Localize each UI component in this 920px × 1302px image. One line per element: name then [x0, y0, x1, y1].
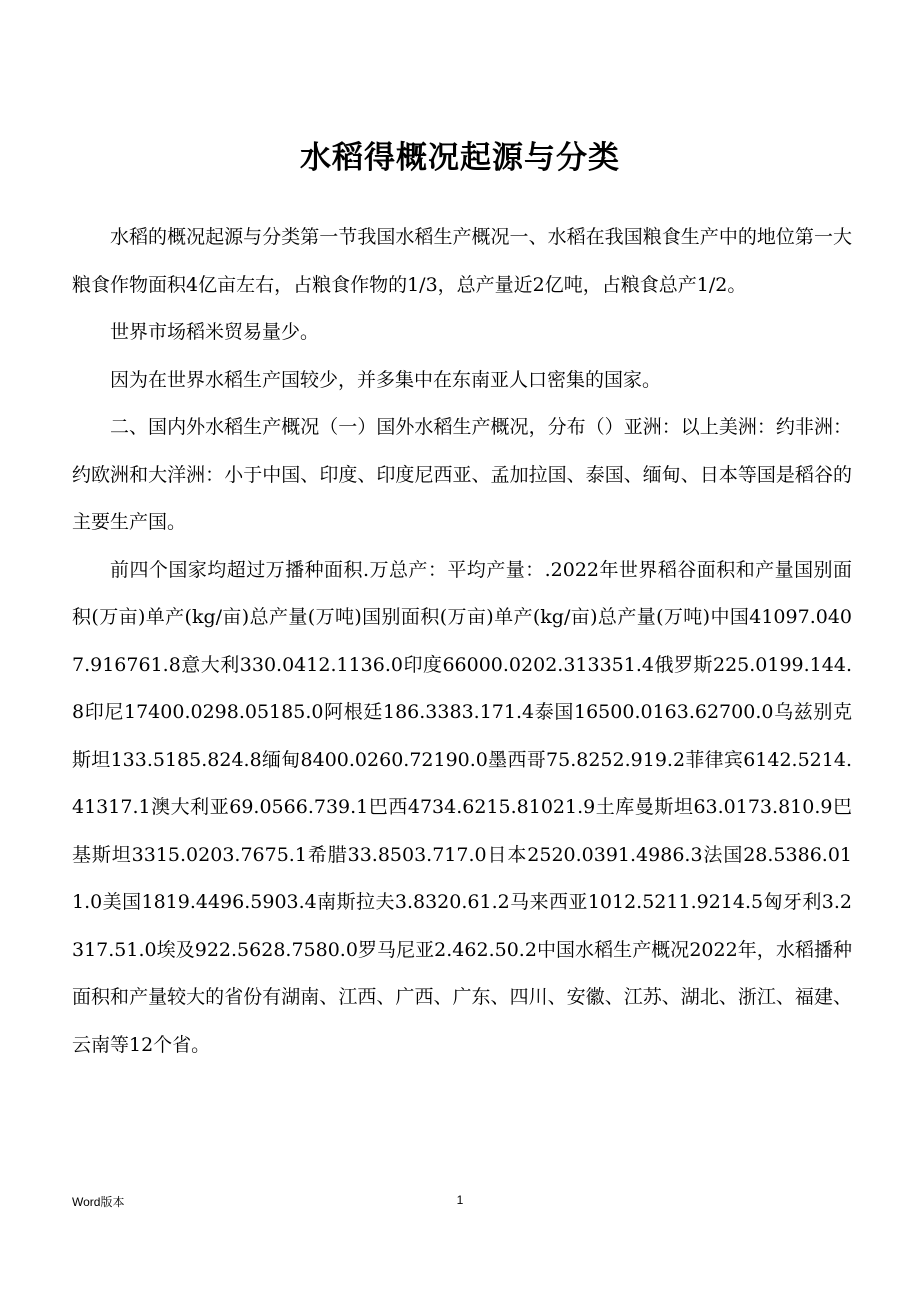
paragraph-trade: 世界市场稻米贸易量少。 — [110, 321, 320, 343]
paragraph-distribution: 二、国内外水稻生产概况（一）国外水稻生产概况，分布（）亚洲：以上美洲：约非洲：约欧洲和大洋洲：小于中国、印度、印度尼西亚、孟加拉国、泰国、缅甸、日本等国是稻谷的主要生产国。 — [72, 416, 852, 533]
paragraph-statistics: 前四个国家均超过万播种面积.万总产：平均产量：.2022年世界稻谷面积和产量国别面积(万亩)单产(kg/亩)总产量(万吨)国别面积(万亩)单产(kg/亩)总产量(万吨)中国41097.0407.916761.8意大利330.0412.1136.0印度66000.0202.313351.4俄罗斯225.0199.144.8印尼17400.0298.05185.0阿根廷186.3383.171.4泰国16500.0163.62700.0乌兹别克斯坦133.5185.824.8缅甸8400.0260.72190.0墨西哥75.8252.919.2菲律宾6142.5214.41317.1澳大利亚69.0566.739.1巴西4734.6215.81021.9土库曼斯坦63.0173.810.9巴基斯坦3315.0203.7675.1希腊33.8503.717.0日本2520.0391.4986.3法国28.5386.011.0美国1819.4496.5903.4南斯拉夫3.8320.61.2马来西亚1012.5211.9214.5匈牙利3.2317.51.0埃及922.5628.7580.0罗马尼亚2.462.50.2中国水稻生产概况2022年，水稻播种面积和产量较大的省份有湖南、江西、广西、广东、四川、安徽、江苏、湖北、浙江、福建、云南等12个省。 — [72, 558, 852, 1056]
paragraph-intro: 水稻的概况起源与分类第一节我国水稻生产概况一、水稻在我国粮食生产中的地位第一大粮食作物面积4亿亩左右，占粮食作物的1/3，总产量近2亿吨，占粮食总产1/2。 — [72, 226, 852, 296]
document-title: 水稻得概况起源与分类 — [300, 140, 620, 176]
paragraph-producers: 因为在世界水稻生产国较少，并多集中在东南亚人口密集的国家。 — [110, 368, 662, 391]
document-body — [72, 214, 852, 1069]
footer-version-label: Word版本 — [72, 1195, 125, 1209]
footer-page-number: 1 — [456, 1193, 464, 1207]
